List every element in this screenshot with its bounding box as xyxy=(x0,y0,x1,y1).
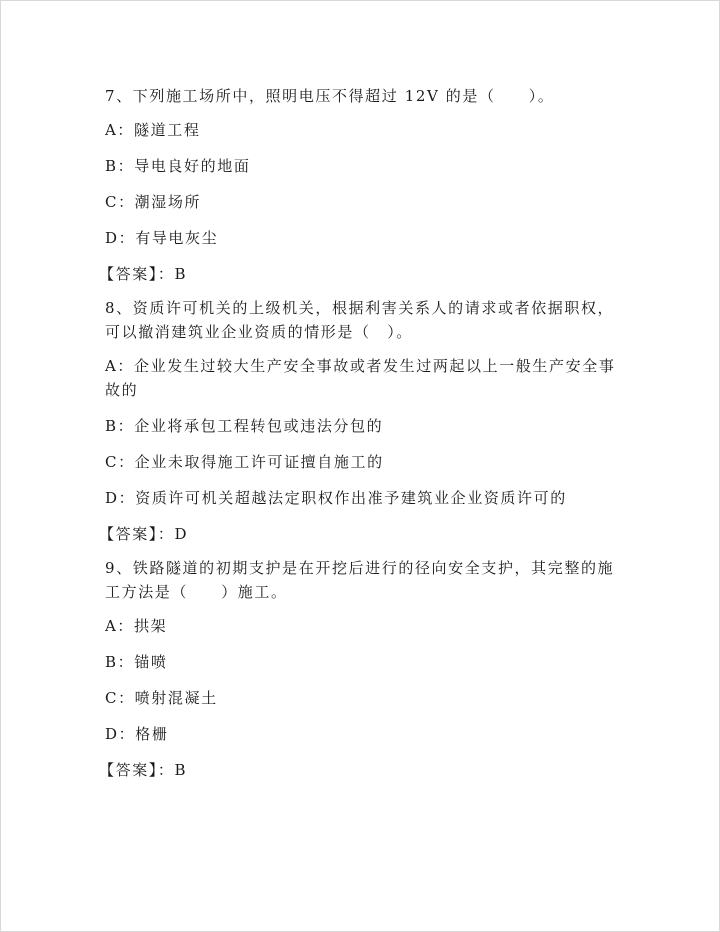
question-8-option-a-cont: 故的 xyxy=(105,381,139,399)
question-9-stem xyxy=(105,558,625,602)
question-8-option-b: B：企业将承包工程转包或违法分包的 xyxy=(105,417,384,435)
question-9-option-c: C：喷射混凝土 xyxy=(105,689,218,707)
question-7-option-b: B：导电良好的地面 xyxy=(105,157,251,175)
question-8-stem-line-2: 可以撤消建筑业企业资质的情形是（ ）。 xyxy=(105,323,413,341)
question-8-stem xyxy=(105,298,625,342)
question-7-option-c: C：潮湿场所 xyxy=(105,193,202,211)
question-8-option-c: C：企业未取得施工许可证擅自施工的 xyxy=(105,453,384,471)
question-8-option-d: D：资质许可机关超越法定职权作出准予建筑业企业资质许可的 xyxy=(105,489,567,507)
question-9-stem-line-2: 工方法是（ ）施工。 xyxy=(105,583,288,601)
question-8-option-a: A：企业发生过较大生产安全事故或者发生过两起以上一般生产安全事 xyxy=(105,357,616,375)
question-7-option-d: D：有导电灰尘 xyxy=(105,229,219,247)
question-list xyxy=(99,86,625,794)
question-8-stem-line-1: 8、资质许可机关的上级机关，根据利害关系人的请求或者依据职权， xyxy=(105,299,615,317)
question-7-option-a: A：隧道工程 xyxy=(105,121,201,139)
question-7-answer: 【答案】：B xyxy=(99,265,188,283)
question-9-answer: 【答案】：B xyxy=(99,761,188,779)
question-8-answer: 【答案】：D xyxy=(99,525,189,543)
question-9-stem-line-1: 9、铁路隧道的初期支护是在开挖后进行的径向安全支护，其完整的施 xyxy=(105,559,615,577)
question-9-option-d: D：格栅 xyxy=(105,725,169,743)
question-7-stem-line-1: 7、下列施工场所中，照明电压不得超过 12V 的是（ ）。 xyxy=(105,87,555,105)
question-7-stem xyxy=(105,86,625,106)
question-9-option-a: A：拱架 xyxy=(105,617,168,635)
question-9-option-b: B：锚喷 xyxy=(105,653,168,671)
